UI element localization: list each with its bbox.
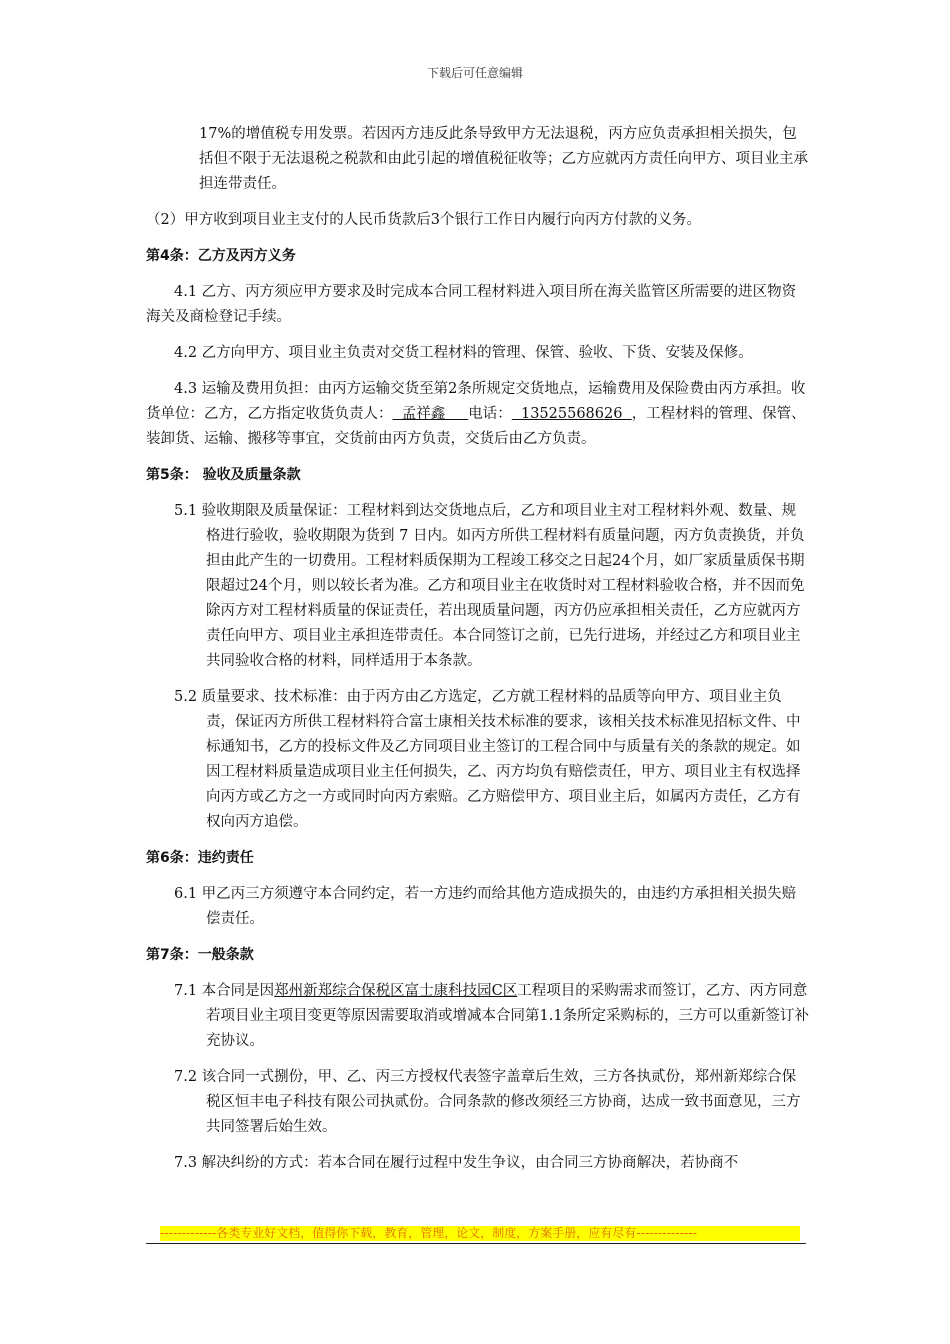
clause-7-1 — [146, 979, 810, 1054]
clause-4-3-text-a: 4.3 运输及费用负担：由丙方运输交货至第2条所规定交货地点，运输费用及保险费由丙方承担。收货单位：乙方，乙方指定收货负责人： — [146, 381, 806, 422]
clause-4-2: 4.2 乙方向甲方、项目业主负责对交货工程材料的管理、保管、验收、下货、安装及保修。 — [174, 345, 753, 361]
clause-4-3-text-c: ，工程材料的管理、保管、装卸货、运输、搬移等事宜，交货前由丙方负责，交货后由乙方负责。 — [146, 406, 806, 447]
clause-7-1-text-a: 7.1 本合同是因 — [174, 983, 275, 999]
clause-6-1: 6.1 甲乙丙三方须遵守本合同约定，若一方违约而给其他方造成损失的，由违约方承担相关损失赔偿责任。 — [174, 886, 797, 927]
article-7-heading: 第7条：一般条款 — [146, 947, 254, 963]
footer-banner: -------------各类专业好文档，值得你下载，教育，管理，论文，制度，方案手册，应有尽有-------------- — [160, 1226, 800, 1241]
vat-clause-continuation: 17%的增值税专用发票。若因丙方违反此条导致甲方无法退税，丙方应负责承担相关损失，包括但不限于无法退税之税款和由此引起的增值税征收等；乙方应就丙方责任向甲方、项目业主承担连带责任。 — [199, 126, 808, 192]
clause-4-1: 4.1 乙方、丙方须应甲方要求及时完成本合同工程材料进入项目所在海关监管区所需要的进区物资海关及商检登记手续。 — [146, 284, 797, 325]
payment-clause-2: （2）甲方收到项目业主支付的人民币货款后3个银行工作日内履行向丙方付款的义务。 — [146, 212, 701, 228]
contract-body — [146, 122, 810, 1187]
article-6-heading: 第6条：违约责任 — [146, 850, 254, 866]
clause-5-1: 5.1 验收期限及质量保证：工程材料到达交货地点后，乙方和项目业主对工程材料外观、数量、规格进行验收，验收期限为货到 7 日内。如丙方所供工程材料有质量问题，丙方负责换货，并负担由此产生的一切费用。工程材料质保期为工程竣工移交之日起24个月，如厂家质量质保书期限超过24个月，则以较长者为准。乙方和项目业主在收货时对工程材料验收合格，并不因而免除丙方对工程材料质量的保证责任，若出现质量问题，丙方仍应承担相关责任，乙方应就丙方责任向甲方、项目业主承担连带责任。本合同签订之前，已先行进场，并经过乙方和项目业主共同验收合格的材料，同样适用于本条款。 — [174, 503, 805, 669]
clause-7-1-text-b: 工程项目的采购需求而签订，乙方、丙方同意若项目业主项目变更等原因需要取消或增减本合同第1.1条所定采购标的，三方可以重新签订补充协议。 — [206, 983, 810, 1049]
article-5-heading: 第5条： 验收及质量条款 — [146, 467, 301, 483]
clause-4-3 — [146, 377, 810, 452]
clause-7-2: 7.2 该合同一式捌份，甲、乙、丙三方授权代表签字盖章后生效，三方各执贰份，郑州新郑综合保税区恒丰电子科技有限公司执贰份。合同条款的修改须经三方协商，达成一致书面意见，三方共同签署后始生效。 — [174, 1069, 801, 1135]
clause-4-3-text-b: 电话： — [468, 406, 512, 422]
article-4-heading: 第4条：乙方及丙方义务 — [146, 248, 296, 264]
receiver-phone: 13525568626 — [511, 406, 632, 422]
project-name: 郑州新郑综合保税区富士康科技园C区 — [274, 983, 518, 999]
clause-7-3: 7.3 解决纠纷的方式：若本合同在履行过程中发生争议，由合同三方协商解决，若协商不 — [174, 1155, 739, 1171]
receiver-name: 孟祥鑫 — [392, 406, 469, 422]
page-header: 下载后可任意编辑 — [426, 66, 523, 80]
footer-divider — [146, 1243, 806, 1244]
clause-5-2: 5.2 质量要求、技术标准：由于丙方由乙方选定，乙方就工程材料的品质等向甲方、项目业主负责，保证丙方所供工程材料符合富士康相关技术标准的要求，该相关技术标准见招标文件、中标通知书，乙方的投标文件及乙方同项目业主签订的工程合同中与质量有关的条款的规定。如因工程材料质量造成项目业主任何损失，乙、丙方均负有赔偿责任，甲方、项目业主有权选择向丙方或乙方之一方或同时向丙方索赔。乙方赔偿甲方、项目业主后，如属丙方责任，乙方有权向丙方追偿。 — [174, 689, 801, 830]
